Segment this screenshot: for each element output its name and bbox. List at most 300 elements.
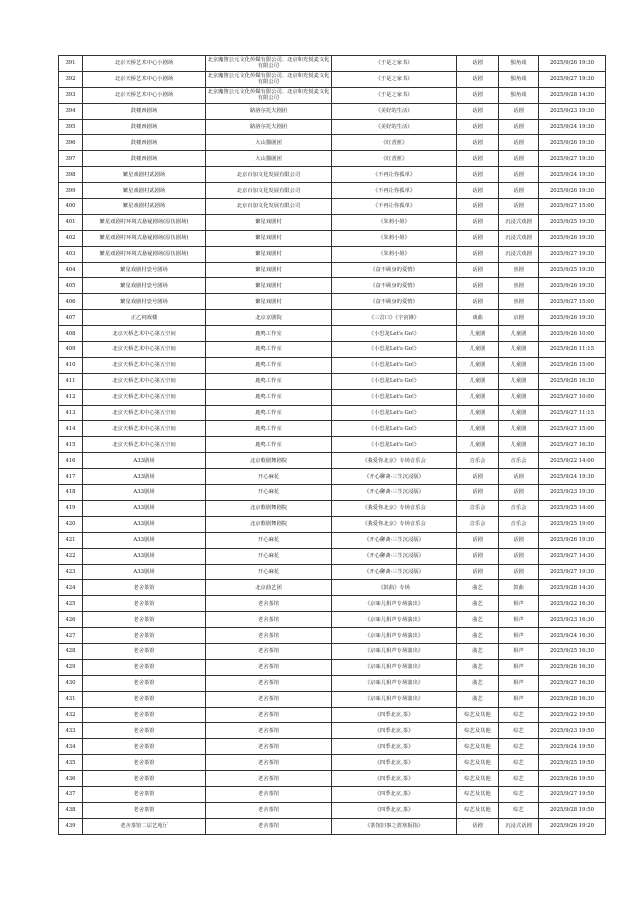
genre-cell: 喜剧 bbox=[499, 294, 539, 310]
table-row bbox=[59, 230, 606, 246]
row-number-cell: 403 bbox=[59, 246, 83, 262]
program-title-cell: 《我爱你北京》专场音乐会 bbox=[332, 516, 457, 532]
category-cell: 话剧 bbox=[457, 199, 499, 215]
show-time-cell: 2025/9/26 19:30 bbox=[539, 310, 606, 326]
table-row bbox=[59, 500, 606, 516]
table-row bbox=[59, 389, 606, 405]
show-time-cell: 2025/9/26 19:30 bbox=[539, 230, 606, 246]
venue-cell: 繁星戏剧村壹号剧场 bbox=[83, 278, 206, 294]
category-cell: 话剧 bbox=[457, 71, 499, 87]
venue-cell: 老舍茶馆 bbox=[83, 675, 206, 691]
category-cell: 话剧 bbox=[457, 119, 499, 135]
venue-cell: 鼓楼西剧场 bbox=[83, 135, 206, 151]
category-cell: 曲艺 bbox=[457, 612, 499, 628]
venue-cell: 北京天桥艺术中心第五空间 bbox=[83, 437, 206, 453]
genre-cell: 儿童剧 bbox=[499, 342, 539, 358]
genre-cell: 儿童剧 bbox=[499, 326, 539, 342]
organizer-cell: 老舍茶馆 bbox=[206, 707, 332, 723]
category-cell: 曲艺 bbox=[457, 628, 499, 644]
table-row bbox=[59, 437, 606, 453]
show-time-cell: 2025/9/27 10:00 bbox=[539, 389, 606, 405]
show-time-cell: 2025/9/25 19:30 bbox=[539, 214, 606, 230]
organizer-cell: 老舍茶馆 bbox=[206, 659, 332, 675]
show-time-cell: 2025/9/26 19:30 bbox=[539, 532, 606, 548]
venue-cell: 北京天桥艺术中心第五空间 bbox=[83, 357, 206, 373]
genre-cell: 沉浸式戏剧 bbox=[499, 230, 539, 246]
show-time-cell: 2025/9/27 19:30 bbox=[539, 151, 606, 167]
genre-cell: 话剧 bbox=[499, 183, 539, 199]
organizer-cell: 繁星戏剧村 bbox=[206, 294, 332, 310]
row-number-cell: 432 bbox=[59, 707, 83, 723]
table-row bbox=[59, 246, 606, 262]
program-title-cell: 《小恐龙Let's Go!》 bbox=[332, 326, 457, 342]
show-time-cell: 2025/9/26 19:20 bbox=[539, 818, 606, 834]
genre-cell: 音乐会 bbox=[499, 516, 539, 532]
venue-cell: 老舍茶馆 bbox=[83, 723, 206, 739]
organizer-cell: 开心麻花 bbox=[206, 485, 332, 501]
organizer-cell: 大山猫剧团 bbox=[206, 151, 332, 167]
organizer-cell: 北京歌剧舞剧院 bbox=[206, 453, 332, 469]
genre-cell: 相声 bbox=[499, 675, 539, 691]
row-number-cell: 435 bbox=[59, 755, 83, 771]
row-number-cell: 401 bbox=[59, 214, 83, 230]
program-title-cell: 《红香蕉》 bbox=[332, 135, 457, 151]
program-title-cell: 《不再让你孤单》 bbox=[332, 167, 457, 183]
genre-cell: 综艺 bbox=[499, 755, 539, 771]
venue-cell: A33剧场 bbox=[83, 500, 206, 516]
category-cell: 综艺及其他 bbox=[457, 739, 499, 755]
venue-cell: 繁星戏剧村贰剧场 bbox=[83, 199, 206, 215]
row-number-cell: 428 bbox=[59, 643, 83, 659]
program-title-cell: 《朱莉小姐》 bbox=[332, 214, 457, 230]
genre-cell: 话剧 bbox=[499, 548, 539, 564]
table-row bbox=[59, 548, 606, 564]
row-number-cell: 402 bbox=[59, 230, 83, 246]
row-number-cell: 416 bbox=[59, 453, 83, 469]
show-time-cell: 2025/9/26 19:30 bbox=[539, 135, 606, 151]
genre-cell: 独角戏 bbox=[499, 71, 539, 87]
category-cell: 戏曲 bbox=[457, 310, 499, 326]
category-cell: 话剧 bbox=[457, 564, 499, 580]
venue-cell: 鼓楼西剧场 bbox=[83, 119, 206, 135]
table-row bbox=[59, 818, 606, 834]
organizer-cell: 北京歌剧舞剧院 bbox=[206, 516, 332, 532]
organizer-cell: 老舍茶馆 bbox=[206, 723, 332, 739]
show-time-cell: 2025/9/26 10:00 bbox=[539, 326, 606, 342]
organizer-cell: 繁星戏剧村 bbox=[206, 278, 332, 294]
show-time-cell: 2025/9/27 16:30 bbox=[539, 437, 606, 453]
table-row bbox=[59, 580, 606, 596]
category-cell: 综艺及其他 bbox=[457, 786, 499, 802]
venue-cell: 老舍茶馆 bbox=[83, 786, 206, 802]
organizer-cell: 开心麻花 bbox=[206, 469, 332, 485]
program-title-cell: 《美好的生活》 bbox=[332, 103, 457, 119]
category-cell: 曲艺 bbox=[457, 691, 499, 707]
show-time-cell: 2025/9/26 16:30 bbox=[539, 659, 606, 675]
genre-cell: 音乐会 bbox=[499, 500, 539, 516]
table-row bbox=[59, 294, 606, 310]
table-row bbox=[59, 71, 606, 87]
show-time-cell: 2025/9/27 19:30 bbox=[539, 246, 606, 262]
table-row bbox=[59, 167, 606, 183]
category-cell: 话剧 bbox=[457, 214, 499, 230]
genre-cell: 儿童剧 bbox=[499, 373, 539, 389]
organizer-cell: 老舍茶馆 bbox=[206, 786, 332, 802]
venue-cell: 北京天桥艺术中心第五空间 bbox=[83, 342, 206, 358]
genre-cell: 独角戏 bbox=[499, 56, 539, 72]
table-row bbox=[59, 643, 606, 659]
row-number-cell: 398 bbox=[59, 167, 83, 183]
program-title-cell: 《京味儿相声专场演出》 bbox=[332, 675, 457, 691]
category-cell: 话剧 bbox=[457, 246, 499, 262]
table-row bbox=[59, 707, 606, 723]
category-cell: 话剧 bbox=[457, 278, 499, 294]
table-row bbox=[59, 151, 606, 167]
row-number-cell: 411 bbox=[59, 373, 83, 389]
row-number-cell: 415 bbox=[59, 437, 83, 453]
row-number-cell: 405 bbox=[59, 278, 83, 294]
show-time-cell: 2025/9/26 19:30 bbox=[539, 278, 606, 294]
show-time-cell: 2025/9/27 11:15 bbox=[539, 405, 606, 421]
organizer-cell: 鹿鸣工作室 bbox=[206, 421, 332, 437]
program-title-cell: 《四季北京,茶》 bbox=[332, 723, 457, 739]
program-title-cell: 《于是之家书》 bbox=[332, 71, 457, 87]
program-title-cell: 《小恐龙Let's Go!》 bbox=[332, 421, 457, 437]
show-time-cell: 2025/9/23 19:50 bbox=[539, 723, 606, 739]
category-cell: 音乐会 bbox=[457, 516, 499, 532]
venue-cell: 北京天桥艺术中心第五空间 bbox=[83, 405, 206, 421]
organizer-cell: 老舍茶馆 bbox=[206, 675, 332, 691]
show-time-cell: 2025/9/23 19:30 bbox=[539, 485, 606, 501]
table-row bbox=[59, 675, 606, 691]
program-title-cell: 《四季北京,茶》 bbox=[332, 755, 457, 771]
category-cell: 曲艺 bbox=[457, 643, 499, 659]
show-time-cell: 2025/9/27 14:30 bbox=[539, 548, 606, 564]
row-number-cell: 407 bbox=[59, 310, 83, 326]
category-cell: 曲艺 bbox=[457, 675, 499, 691]
row-number-cell: 404 bbox=[59, 262, 83, 278]
show-time-cell: 2025/9/28 16:30 bbox=[539, 691, 606, 707]
row-number-cell: 421 bbox=[59, 532, 83, 548]
row-number-cell: 394 bbox=[59, 103, 83, 119]
row-number-cell: 431 bbox=[59, 691, 83, 707]
program-title-cell: 《小恐龙Let's Go!》 bbox=[332, 389, 457, 405]
program-title-cell: 《朱莉小姐》 bbox=[332, 230, 457, 246]
table-row bbox=[59, 326, 606, 342]
row-number-cell: 392 bbox=[59, 71, 83, 87]
organizer-cell: 大山猫剧团 bbox=[206, 135, 332, 151]
table-row bbox=[59, 739, 606, 755]
organizer-cell: 鹿鸣工作室 bbox=[206, 437, 332, 453]
category-cell: 综艺及其他 bbox=[457, 802, 499, 818]
genre-cell: 喜剧 bbox=[499, 278, 539, 294]
category-cell: 话剧 bbox=[457, 294, 499, 310]
program-title-cell: 《奋不顾身的爱情》 bbox=[332, 278, 457, 294]
genre-cell: 综艺 bbox=[499, 786, 539, 802]
venue-cell: 繁星戏剧村环境式悬疑剧场(原伍剧场) bbox=[83, 214, 206, 230]
venue-cell: 鼓楼西剧场 bbox=[83, 103, 206, 119]
genre-cell: 相声 bbox=[499, 643, 539, 659]
organizer-cell: 北京魔笛公元文化传媒有限公司、北京和光悦麦文化有限公司 bbox=[206, 87, 332, 103]
show-time-cell: 2025/9/24 19:30 bbox=[539, 119, 606, 135]
genre-cell: 京剧 bbox=[499, 310, 539, 326]
venue-cell: 老舍茶馆二层艺苑厅 bbox=[83, 818, 206, 834]
table-row bbox=[59, 373, 606, 389]
table-row bbox=[59, 183, 606, 199]
venue-cell: 北京天桥艺术中心第五空间 bbox=[83, 389, 206, 405]
organizer-cell: 老舍茶馆 bbox=[206, 818, 332, 834]
venue-cell: 老舍茶馆 bbox=[83, 691, 206, 707]
show-time-cell: 2025/9/27 15:00 bbox=[539, 199, 606, 215]
venue-cell: 繁星戏剧村壹号剧场 bbox=[83, 294, 206, 310]
row-number-cell: 397 bbox=[59, 151, 83, 167]
genre-cell: 儿童剧 bbox=[499, 437, 539, 453]
table-row bbox=[59, 87, 606, 103]
row-number-cell: 413 bbox=[59, 405, 83, 421]
program-title-cell: 《开心聊斋·三生沉浸版》 bbox=[332, 548, 457, 564]
row-number-cell: 427 bbox=[59, 628, 83, 644]
program-title-cell: 《奋不顾身的爱情》 bbox=[332, 262, 457, 278]
category-cell: 儿童剧 bbox=[457, 373, 499, 389]
row-number-cell: 419 bbox=[59, 500, 83, 516]
row-number-cell: 393 bbox=[59, 87, 83, 103]
row-number-cell: 418 bbox=[59, 485, 83, 501]
venue-cell: 正乙祠戏楼 bbox=[83, 310, 206, 326]
show-time-cell: 2025/9/23 16:30 bbox=[539, 612, 606, 628]
venue-cell: 老舍茶馆 bbox=[83, 739, 206, 755]
category-cell: 话剧 bbox=[457, 469, 499, 485]
category-cell: 音乐会 bbox=[457, 453, 499, 469]
organizer-cell: 老舍茶馆 bbox=[206, 802, 332, 818]
program-title-cell: 《京味儿相声专场演出》 bbox=[332, 691, 457, 707]
table-row bbox=[59, 453, 606, 469]
venue-cell: 繁星戏剧村贰剧场 bbox=[83, 167, 206, 183]
table-row bbox=[59, 628, 606, 644]
show-time-cell: 2025/9/28 14:30 bbox=[539, 580, 606, 596]
organizer-cell: 北京百加文化发展有限公司 bbox=[206, 183, 332, 199]
organizer-cell: 路洛尔托夫剧团 bbox=[206, 103, 332, 119]
row-number-cell: 422 bbox=[59, 548, 83, 564]
table-row bbox=[59, 405, 606, 421]
venue-cell: 老舍茶馆 bbox=[83, 771, 206, 787]
category-cell: 话剧 bbox=[457, 151, 499, 167]
program-title-cell: 《开心聊斋·三生沉浸版》 bbox=[332, 469, 457, 485]
program-title-cell: 《美好的生活》 bbox=[332, 119, 457, 135]
genre-cell: 喜剧 bbox=[499, 262, 539, 278]
category-cell: 儿童剧 bbox=[457, 421, 499, 437]
venue-cell: A33剧场 bbox=[83, 548, 206, 564]
venue-cell: 繁星戏剧村环境式悬疑剧场(原伍剧场) bbox=[83, 246, 206, 262]
genre-cell: 话剧 bbox=[499, 564, 539, 580]
genre-cell: 儿童剧 bbox=[499, 389, 539, 405]
program-title-cell: 《我爱你北京》专场音乐会 bbox=[332, 453, 457, 469]
genre-cell: 鼓曲 bbox=[499, 580, 539, 596]
organizer-cell: 北京魔笛公元文化传媒有限公司、北京和光悦麦文化有限公司 bbox=[206, 71, 332, 87]
genre-cell: 沉浸式话剧 bbox=[499, 818, 539, 834]
program-title-cell: 《小恐龙Let's Go!》 bbox=[332, 373, 457, 389]
show-time-cell: 2025/9/24 19:30 bbox=[539, 469, 606, 485]
row-number-cell: 430 bbox=[59, 675, 83, 691]
venue-cell: A33剧场 bbox=[83, 564, 206, 580]
organizer-cell: 鹿鸣工作室 bbox=[206, 342, 332, 358]
venue-cell: 老舍茶馆 bbox=[83, 659, 206, 675]
category-cell: 话剧 bbox=[457, 56, 499, 72]
organizer-cell: 鹿鸣工作室 bbox=[206, 326, 332, 342]
genre-cell: 儿童剧 bbox=[499, 421, 539, 437]
genre-cell: 话剧 bbox=[499, 167, 539, 183]
genre-cell: 话剧 bbox=[499, 103, 539, 119]
program-title-cell: 《开心聊斋·三生沉浸版》 bbox=[332, 532, 457, 548]
organizer-cell: 北京歌剧舞剧院 bbox=[206, 500, 332, 516]
category-cell: 话剧 bbox=[457, 262, 499, 278]
venue-cell: A33剧场 bbox=[83, 516, 206, 532]
category-cell: 儿童剧 bbox=[457, 357, 499, 373]
row-number-cell: 438 bbox=[59, 802, 83, 818]
program-title-cell: 《小恐龙Let's Go!》 bbox=[332, 342, 457, 358]
program-title-cell: 《四季北京,茶》 bbox=[332, 802, 457, 818]
show-time-cell: 2025/9/28 14:30 bbox=[539, 87, 606, 103]
organizer-cell: 老舍茶馆 bbox=[206, 612, 332, 628]
organizer-cell: 路洛尔托夫剧团 bbox=[206, 119, 332, 135]
venue-cell: 北京天桥艺术中心小剧场 bbox=[83, 87, 206, 103]
organizer-cell: 老舍茶馆 bbox=[206, 643, 332, 659]
table-row bbox=[59, 596, 606, 612]
category-cell: 话剧 bbox=[457, 87, 499, 103]
program-title-cell: 《于是之家书》 bbox=[332, 87, 457, 103]
show-time-cell: 2025/9/27 19:30 bbox=[539, 564, 606, 580]
venue-cell: A33剧场 bbox=[83, 485, 206, 501]
row-number-cell: 420 bbox=[59, 516, 83, 532]
row-number-cell: 434 bbox=[59, 739, 83, 755]
venue-cell: 老舍茶馆 bbox=[83, 643, 206, 659]
category-cell: 综艺及其他 bbox=[457, 755, 499, 771]
row-number-cell: 437 bbox=[59, 786, 83, 802]
show-time-cell: 2025/9/22 19:50 bbox=[539, 707, 606, 723]
category-cell: 曲艺 bbox=[457, 659, 499, 675]
program-title-cell: 《开心聊斋·三生沉浸版》 bbox=[332, 564, 457, 580]
program-title-cell: 《京味儿相声专场演出》 bbox=[332, 596, 457, 612]
venue-cell: 北京天桥艺术中心第五空间 bbox=[83, 326, 206, 342]
genre-cell: 儿童剧 bbox=[499, 405, 539, 421]
genre-cell: 综艺 bbox=[499, 707, 539, 723]
program-title-cell: 《京味儿相声专场演出》 bbox=[332, 659, 457, 675]
row-number-cell: 406 bbox=[59, 294, 83, 310]
show-time-cell: 2025/9/26 15:00 bbox=[539, 357, 606, 373]
table-row bbox=[59, 659, 606, 675]
show-time-cell: 2025/9/25 19:00 bbox=[539, 516, 606, 532]
genre-cell: 话剧 bbox=[499, 119, 539, 135]
category-cell: 话剧 bbox=[457, 103, 499, 119]
organizer-cell: 开心麻花 bbox=[206, 564, 332, 580]
show-time-cell: 2025/9/26 11:15 bbox=[539, 342, 606, 358]
organizer-cell: 北京京剧院 bbox=[206, 310, 332, 326]
category-cell: 话剧 bbox=[457, 230, 499, 246]
table-row bbox=[59, 278, 606, 294]
show-time-cell: 2025/9/27 19:30 bbox=[539, 71, 606, 87]
table-row bbox=[59, 214, 606, 230]
category-cell: 话剧 bbox=[457, 485, 499, 501]
show-time-cell: 2025/9/25 19:50 bbox=[539, 755, 606, 771]
organizer-cell: 老舍茶馆 bbox=[206, 755, 332, 771]
category-cell: 音乐会 bbox=[457, 500, 499, 516]
row-number-cell: 424 bbox=[59, 580, 83, 596]
venue-cell: 老舍茶馆 bbox=[83, 802, 206, 818]
program-title-cell: 《朱莉小姐》 bbox=[332, 246, 457, 262]
row-number-cell: 391 bbox=[59, 56, 83, 72]
table-row bbox=[59, 485, 606, 501]
program-title-cell: 《开心聊斋·三生沉浸版》 bbox=[332, 485, 457, 501]
show-time-cell: 2025/9/26 19:50 bbox=[539, 771, 606, 787]
category-cell: 曲艺 bbox=[457, 580, 499, 596]
organizer-cell: 繁星戏剧村 bbox=[206, 230, 332, 246]
genre-cell: 话剧 bbox=[499, 151, 539, 167]
program-title-cell: 《京味儿相声专场演出》 bbox=[332, 612, 457, 628]
genre-cell: 儿童剧 bbox=[499, 357, 539, 373]
genre-cell: 相声 bbox=[499, 596, 539, 612]
venue-cell: 繁星戏剧村贰剧场 bbox=[83, 183, 206, 199]
program-title-cell: 《鼓曲》专场 bbox=[332, 580, 457, 596]
table-row bbox=[59, 135, 606, 151]
organizer-cell: 北京曲艺团 bbox=[206, 580, 332, 596]
venue-cell: 北京天桥艺术中心第五空间 bbox=[83, 373, 206, 389]
category-cell: 儿童剧 bbox=[457, 405, 499, 421]
genre-cell: 音乐会 bbox=[499, 453, 539, 469]
category-cell: 话剧 bbox=[457, 183, 499, 199]
row-number-cell: 396 bbox=[59, 135, 83, 151]
program-title-cell: 《京味儿相声专场演出》 bbox=[332, 628, 457, 644]
row-number-cell: 410 bbox=[59, 357, 83, 373]
table-row bbox=[59, 119, 606, 135]
program-title-cell: 《小恐龙Let's Go!》 bbox=[332, 437, 457, 453]
organizer-cell: 鹿鸣工作室 bbox=[206, 357, 332, 373]
venue-cell: 北京天桥艺术中心小剧场 bbox=[83, 56, 206, 72]
category-cell: 曲艺 bbox=[457, 596, 499, 612]
program-title-cell: 《小恐龙Let's Go!》 bbox=[332, 357, 457, 373]
category-cell: 话剧 bbox=[457, 532, 499, 548]
category-cell: 儿童剧 bbox=[457, 437, 499, 453]
table-row bbox=[59, 755, 606, 771]
row-number-cell: 429 bbox=[59, 659, 83, 675]
genre-cell: 话剧 bbox=[499, 135, 539, 151]
venue-cell: 北京天桥艺术中心小剧场 bbox=[83, 71, 206, 87]
row-number-cell: 417 bbox=[59, 469, 83, 485]
table-row bbox=[59, 564, 606, 580]
row-number-cell: 439 bbox=[59, 818, 83, 834]
genre-cell: 话剧 bbox=[499, 199, 539, 215]
genre-cell: 综艺 bbox=[499, 723, 539, 739]
program-title-cell: 《四季北京,茶》 bbox=[332, 771, 457, 787]
program-title-cell: 《小恐龙Let's Go!》 bbox=[332, 405, 457, 421]
row-number-cell: 433 bbox=[59, 723, 83, 739]
organizer-cell: 北京百加文化发展有限公司 bbox=[206, 167, 332, 183]
venue-cell: 老舍茶馆 bbox=[83, 580, 206, 596]
venue-cell: A33剧场 bbox=[83, 453, 206, 469]
genre-cell: 独角戏 bbox=[499, 87, 539, 103]
show-time-cell: 2025/9/22 14:00 bbox=[539, 453, 606, 469]
program-title-cell: 《不再让你孤单》 bbox=[332, 199, 457, 215]
category-cell: 儿童剧 bbox=[457, 389, 499, 405]
show-time-cell: 2025/9/27 15:00 bbox=[539, 294, 606, 310]
row-number-cell: 408 bbox=[59, 326, 83, 342]
program-title-cell: 《四季北京,茶》 bbox=[332, 707, 457, 723]
table-row bbox=[59, 199, 606, 215]
genre-cell: 相声 bbox=[499, 612, 539, 628]
program-title-cell: 《红香蕉》 bbox=[332, 151, 457, 167]
show-time-cell: 2025/9/23 19:30 bbox=[539, 103, 606, 119]
table-row bbox=[59, 469, 606, 485]
row-number-cell: 423 bbox=[59, 564, 83, 580]
organizer-cell: 鹿鸣工作室 bbox=[206, 405, 332, 421]
